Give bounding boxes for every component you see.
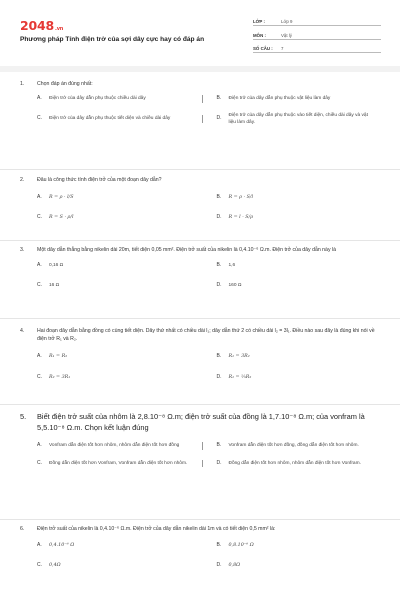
option-d[interactable] [217, 562, 383, 570]
option-b[interactable] [217, 442, 383, 450]
option-letter: C. [37, 281, 42, 288]
option-text: 0,8.10⁻⁶ Ω [228, 543, 254, 548]
question-6 [20, 525, 382, 569]
meta-value: Vật lý [281, 32, 292, 38]
page-title: Phương pháp Tính điện trở của sợi dây cực hay có đáp án [20, 36, 205, 43]
question-stem [20, 176, 382, 184]
option-a[interactable] [37, 95, 203, 103]
option-letter: B. [216, 262, 222, 268]
site-logo[interactable] [20, 18, 63, 33]
option-b[interactable] [217, 542, 383, 550]
question-number: 2. [20, 177, 25, 183]
question-text: Chọn đáp án đúng nhất: [37, 81, 93, 87]
options [37, 262, 382, 289]
question-2 [20, 176, 382, 221]
question-3 [20, 246, 382, 289]
divider [0, 318, 400, 319]
option-b[interactable] [217, 353, 383, 361]
option-d[interactable] [217, 112, 383, 127]
meta-value: Lớp 9 [281, 19, 293, 24]
option-text: Điện trở của dây dẫn phụ thuộc chiều dài dây [49, 95, 203, 103]
options [37, 442, 382, 467]
options [37, 542, 382, 569]
option-letter: D. [216, 213, 222, 220]
meta-row-count [253, 42, 381, 53]
option-letter: B. [216, 95, 222, 101]
meta-label: SỐ CÂU : [253, 46, 273, 51]
option-letter: D. [216, 281, 222, 288]
option-letter: D. [216, 459, 222, 466]
option-text: R₂ = 3R₁ [49, 374, 71, 380]
question-stem [20, 246, 382, 254]
option-letter: C. [37, 561, 42, 568]
option-letter: C. [37, 373, 42, 380]
option-letter: A. [37, 262, 42, 268]
divider [0, 519, 400, 520]
meta-row-grade [253, 15, 381, 26]
question-number: 3. [20, 247, 25, 253]
option-text: 0,16 Ω [49, 263, 64, 268]
option-a[interactable] [37, 353, 203, 361]
option-letter: C. [37, 115, 42, 122]
logo-text: 2048 [20, 18, 54, 33]
option-text: R = l · S/ρ [228, 214, 254, 220]
option-b[interactable] [217, 194, 383, 202]
meta-label: LỚP : [253, 19, 265, 24]
option-text: Điện trở của dây dẫn phụ thuộc tiết diện và chiều dài dây [49, 115, 203, 123]
meta-label: MÔN : [253, 32, 266, 38]
option-letter: B. [216, 542, 222, 548]
question-stem [20, 411, 382, 433]
option-b[interactable] [217, 262, 383, 270]
divider [0, 404, 400, 405]
question-text: Hai đoạn dây dẫn bằng đồng có cùng tiết diện. Dây thứ nhất có chiều dài l₁; dây dẫn thứ 2 có chiều dài l₂ = 3l₁. Điều nào sau đây là đúng khi nói về điện trở R₁ và R₂. [37, 328, 375, 342]
option-letter: A. [37, 442, 42, 448]
option-a[interactable] [37, 262, 203, 270]
option-text: R₁ = R₂ [49, 354, 68, 359]
option-text: R = S · ρ/l [49, 214, 74, 220]
question-stem [20, 327, 382, 343]
option-text: Đồng dẫn điện tốt hơn Vonfram, Vonfram dẫn điện tốt hơn nhôm. [49, 460, 203, 468]
option-text: 160 Ω [228, 282, 242, 288]
option-text: R₁ = ⅓R₂ [228, 374, 252, 380]
option-a[interactable] [37, 442, 203, 450]
option-letter: A. [37, 95, 42, 101]
divider [0, 66, 400, 72]
question-1 [20, 80, 382, 127]
option-c[interactable] [37, 460, 203, 468]
options [37, 194, 382, 221]
option-text: Điện trở của dây dẫn phụ thuộc vật liệu làm dây [228, 96, 331, 101]
option-letter: A. [37, 542, 42, 548]
question-text: Biết điện trở suất của nhôm là 2,8.10⁻⁸ Ω.m; điện trở suất của đồng là 1,7.10⁻⁸ Ω.m; của vonfram là 5,5.10⁻⁸ Ω.m. Chọn kết luận đúng [37, 412, 365, 432]
option-c[interactable] [37, 282, 203, 290]
option-text: 1,6 [228, 263, 236, 268]
option-letter: A. [37, 194, 42, 200]
logo-suffix: .vn [55, 26, 64, 32]
divider [0, 240, 400, 241]
question-number: 1. [20, 81, 25, 87]
option-letter: C. [37, 213, 42, 220]
question-4 [20, 327, 382, 381]
option-letter: B. [216, 353, 222, 359]
question-stem [20, 525, 382, 533]
option-c[interactable] [37, 562, 203, 570]
option-letter: B. [216, 442, 222, 448]
meta-info [253, 15, 381, 56]
option-b[interactable] [217, 95, 383, 103]
question-number: 6. [20, 526, 25, 532]
option-c[interactable] [37, 374, 203, 382]
option-text: 16 Ω [49, 282, 60, 288]
question-stem [20, 80, 382, 88]
meta-value: 7 [281, 46, 284, 51]
page-header [0, 0, 400, 66]
option-text: Vonfram dẫn điện tốt hơn nhôm, nhôm dẫn điện tốt hơn đồng [49, 442, 203, 450]
option-c[interactable] [37, 112, 203, 127]
option-c[interactable] [37, 214, 203, 222]
option-text: 0,4.10⁻⁶ Ω [49, 543, 75, 548]
question-5 [20, 411, 382, 467]
meta-row-subject [253, 29, 381, 40]
options [37, 353, 382, 381]
option-d[interactable] [217, 214, 383, 222]
option-letter: D. [216, 373, 222, 380]
option-letter: C. [37, 459, 42, 466]
option-letter: B. [216, 194, 222, 200]
option-text: Đồng dẫn điện tốt hơn nhôm, nhôm dẫn điện tốt hơn Vonfram. [228, 460, 361, 466]
question-text: Đâu là công thức tính điện trở của một đoạn dây dẫn? [37, 177, 162, 183]
options [37, 95, 382, 127]
option-a[interactable] [37, 542, 203, 550]
option-letter: A. [37, 353, 42, 359]
option-d[interactable] [217, 282, 383, 290]
option-text: R = ρ · S/l [228, 195, 254, 200]
option-text: 0,4Ω [49, 562, 61, 568]
question-number: 5. [20, 412, 27, 421]
option-letter: D. [216, 561, 222, 568]
option-letter: D. [216, 115, 222, 122]
option-text: 0,8Ω [228, 562, 241, 568]
question-text: Điện trở suất của nikelin là 0,4.10⁻⁶ Ω.m. Điện trở của dây dẫn nikelin dài 1m và có tiết diện 0,5 mm² là: [37, 526, 276, 532]
question-number: 4. [20, 328, 25, 334]
option-text: R = ρ · l/S [49, 195, 74, 200]
option-d[interactable] [217, 374, 383, 382]
option-text: Điện trở của dây dẫn phụ thuộc vào tiết diện, chiều dài dây và vật liệu làm dây. [228, 112, 368, 125]
option-text: R₁ = 3R₂ [228, 354, 250, 359]
question-text: Một dây dẫn thẳng bằng nikelin dài 20m, tiết diện 0,05 mm². Điện trở suất của nikelin là 0,4.10⁻⁶ Ω.m. Điện trở của dây dẫn này là [37, 247, 337, 253]
option-d[interactable] [217, 460, 383, 468]
divider [0, 169, 400, 170]
option-a[interactable] [37, 194, 203, 202]
option-text: Vonfram dẫn điện tốt hơn đồng, đồng dẫn điện tốt hơn nhôm. [228, 443, 359, 448]
